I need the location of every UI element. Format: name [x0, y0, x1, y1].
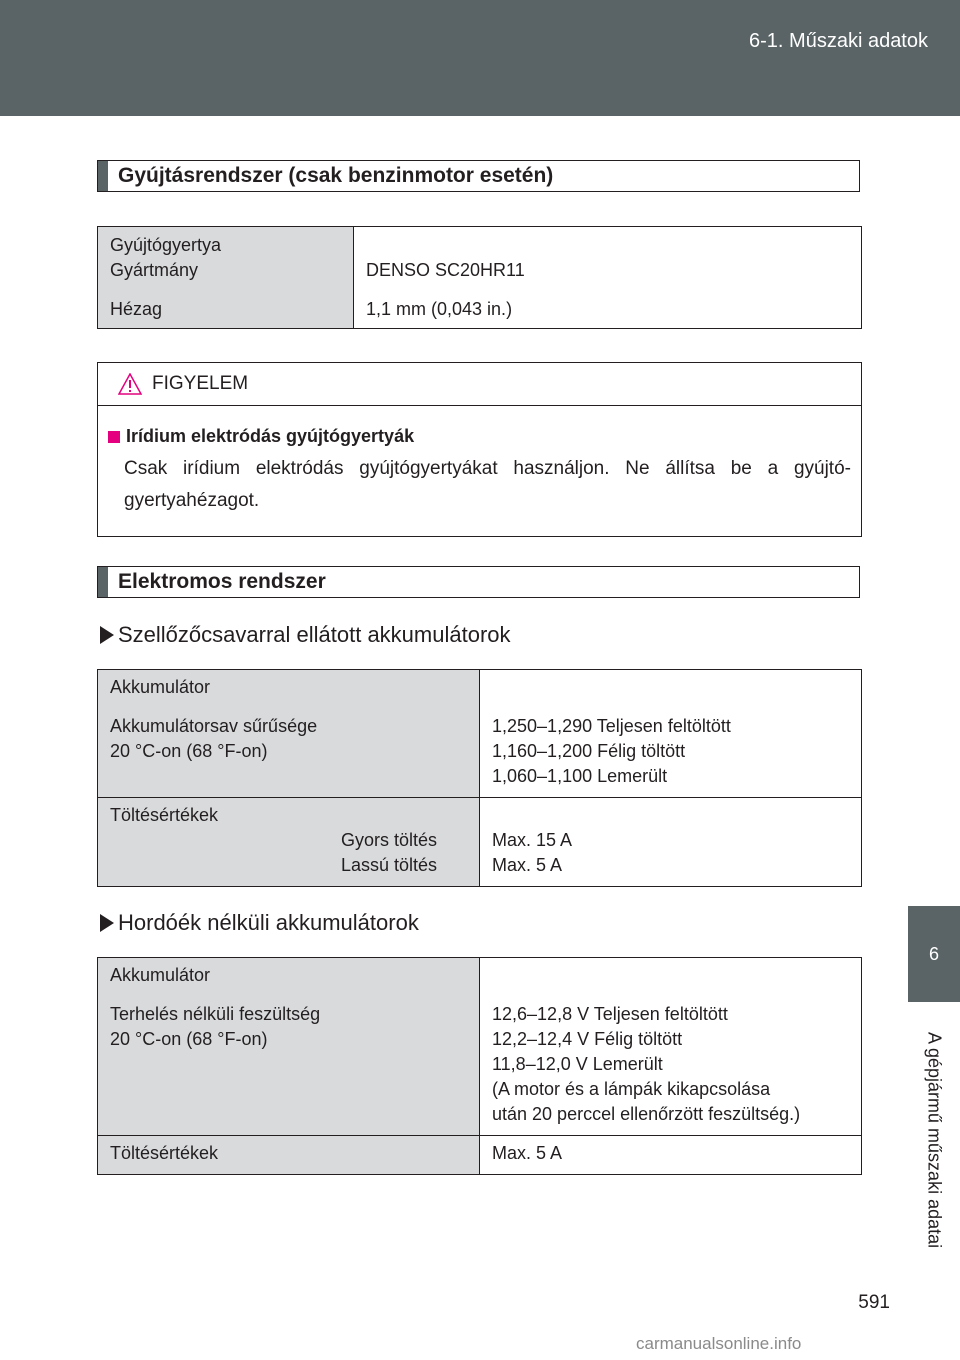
density-temp: 20 °C-on (68 °F-on) [110, 741, 268, 761]
ignition-label-cell [98, 227, 354, 329]
watermark: carmanualsonline.info [636, 1334, 802, 1353]
heading-marker [98, 567, 108, 597]
voltage-note-line2: után 20 perccel ellenőrzött feszültség.) [492, 1104, 801, 1124]
table-row [98, 958, 862, 1136]
battery-label: Akkumulátor [110, 965, 211, 985]
slow-charge-label: Lassú töltés [340, 855, 437, 875]
fast-charge-label: Gyors töltés [340, 830, 437, 850]
electrical-heading-text: Elektromos rendszer [118, 570, 326, 593]
page-header [0, 0, 960, 116]
arrow-right-icon [100, 626, 114, 644]
ignition-table [97, 226, 862, 329]
ignition-heading-text: Gyújtásrendszer (csak benzinmotor esetén) [118, 164, 554, 187]
chapter-number: 6 [928, 943, 939, 964]
sealed-subheading [100, 910, 419, 936]
density-label: Akkumulátorsav sűrűsége [110, 716, 318, 736]
make-label: Gyártmány [110, 260, 199, 280]
table-row [98, 670, 862, 798]
page-number: 591 [858, 1292, 890, 1313]
sealed-battery-table [97, 957, 862, 1175]
table-row [98, 227, 862, 329]
sealed-charging-label-cell [98, 1136, 480, 1175]
warning-header [98, 363, 861, 406]
warning-box [97, 362, 862, 537]
chapter-label-text: A gépjármű műszaki adatai [924, 1031, 945, 1249]
warning-icon [118, 373, 142, 395]
table-row [98, 798, 862, 887]
slow-charge-value: Max. 5 A [492, 855, 563, 875]
ignition-heading [97, 160, 860, 192]
arrow-right-icon [100, 914, 114, 932]
section-title: 6-1. Műszaki adatok [749, 30, 928, 52]
density-value-empty: 1,060–1,100 Lemerült [492, 766, 668, 786]
bullet-square-icon [108, 431, 120, 443]
chapter-tab [908, 906, 960, 1002]
voltage-value-full: 12,6–12,8 V Teljesen feltöltött [492, 1004, 728, 1024]
charging-label: Töltésértékek [110, 1143, 219, 1163]
vented-battery-table [97, 669, 862, 887]
table-row [98, 1136, 862, 1175]
voltage-value-half: 12,2–12,4 V Félig töltött [492, 1029, 683, 1049]
warning-subtitle-text: Irídium elektródás gyújtógyertyák [126, 426, 415, 446]
voltage-temp: 20 °C-on (68 °F-on) [110, 1029, 268, 1049]
voltage-label: Terhelés nélküli feszültség [110, 1004, 321, 1024]
vented-charging-value-cell [480, 798, 862, 887]
vented-value-cell [480, 670, 862, 798]
fast-charge-value: Max. 15 A [492, 830, 573, 850]
gap-label: Hézag [110, 299, 163, 319]
warning-title: FIGYELEM [152, 373, 249, 394]
density-value-full: 1,250–1,290 Teljesen feltöltött [492, 716, 731, 736]
density-value-half: 1,160–1,200 Félig töltött [492, 741, 686, 761]
chapter-label [912, 1010, 956, 1270]
voltage-note-line1: (A motor és a lámpák kikapcsolása [492, 1079, 771, 1099]
vented-charging-label-cell [98, 798, 480, 887]
battery-label: Akkumulátor [110, 677, 211, 697]
sealed-label-cell [98, 958, 480, 1136]
sealed-title: Hordóék nélküli akkumulátorok [118, 910, 419, 935]
sealed-value-cell [480, 958, 862, 1136]
vented-title: Szellőzőcsavarral ellátott akkumulátorok [118, 622, 511, 647]
make-value: DENSO SC20HR11 [366, 260, 525, 280]
charging-label: Töltésértékek [110, 805, 219, 825]
spark-plug-label: Gyújtógyertya [110, 235, 222, 255]
vented-subheading [100, 622, 511, 648]
sealed-charging-value-cell [480, 1136, 862, 1175]
vented-label-cell [98, 670, 480, 798]
heading-marker [98, 161, 108, 191]
warning-body: Csak irídium elektródás gyújtógyertyákat használjon. Ne állítsa be a gyújtó-gyertyahézagot. [124, 458, 851, 511]
gap-value: 1,1 mm (0,043 in.) [366, 299, 513, 319]
warning-subtitle [108, 426, 861, 447]
voltage-value-empty: 11,8–12,0 V Lemerült [492, 1054, 663, 1074]
electrical-heading [97, 566, 860, 598]
charging-value: Max. 5 A [492, 1143, 563, 1163]
ignition-value-cell [354, 227, 862, 329]
